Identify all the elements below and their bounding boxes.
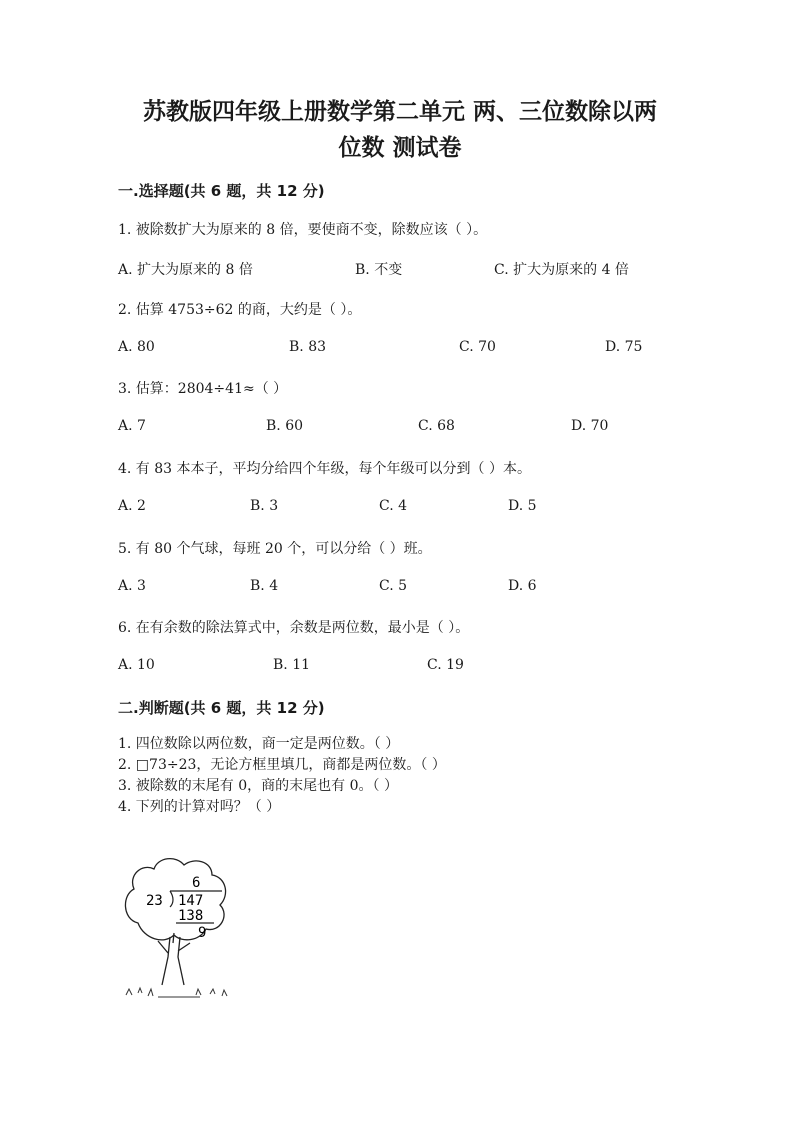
question-3-stem: 3. 估算：2804÷41≈（ ） xyxy=(118,381,288,397)
option-b[interactable]: B. 3 xyxy=(250,498,279,514)
tree-drawing xyxy=(118,853,238,1003)
judgment-item-3: 3. 被除数的末尾有 0，商的末尾也有 0。（ ） xyxy=(118,778,398,794)
judgment-list xyxy=(118,734,446,818)
section-heading-choice: 一.选择题(共 6 题，共 12 分) xyxy=(118,182,325,200)
section-heading-judgment: 二.判断题(共 6 题，共 12 分) xyxy=(118,699,325,717)
question-5-options xyxy=(0,578,800,598)
option-b[interactable]: B. 4 xyxy=(250,578,279,594)
title-line-1: 苏教版四年级上册数学第二单元 两、三位数除以两 xyxy=(142,99,657,125)
grass xyxy=(126,988,227,997)
division-quotient: 6 xyxy=(192,875,201,891)
option-a[interactable]: A. 扩大为原来的 8 倍 xyxy=(118,262,253,278)
option-c[interactable]: C. 68 xyxy=(418,418,455,434)
division-remainder: 9 xyxy=(198,925,207,941)
option-b[interactable]: B. 不变 xyxy=(355,262,403,278)
option-d[interactable]: D. 5 xyxy=(508,498,537,514)
judgment-item-1: 1. 四位数除以两位数，商一定是两位数。（ ） xyxy=(118,736,400,752)
option-c[interactable]: C. 70 xyxy=(459,339,496,355)
question-6-options xyxy=(0,657,800,677)
option-c[interactable]: C. 19 xyxy=(427,657,464,673)
division-divisor: 23 xyxy=(146,893,163,909)
tree-canopy xyxy=(125,859,225,940)
option-c[interactable]: C. 4 xyxy=(379,498,408,514)
option-a[interactable]: A. 7 xyxy=(118,418,146,434)
question-1-stem: 1. 被除数扩大为原来的 8 倍，要使商不变，除数应该（ ）。 xyxy=(118,222,488,238)
option-d[interactable]: D. 6 xyxy=(508,578,537,594)
division-product: 138 xyxy=(178,908,204,924)
option-d[interactable]: D. 75 xyxy=(605,339,643,355)
option-a[interactable]: A. 80 xyxy=(118,339,155,355)
option-a[interactable]: A. 2 xyxy=(118,498,146,514)
page-title xyxy=(100,94,700,166)
question-4-options xyxy=(0,498,800,518)
judgment-item-4: 4. 下列的计算对吗？（ ） xyxy=(118,799,281,815)
option-a[interactable]: A. 10 xyxy=(118,657,155,673)
tree-trunk xyxy=(158,933,190,985)
question-5-stem: 5. 有 80 个气球，每班 20 个，可以分给（ ）班。 xyxy=(118,541,432,557)
judgment-item-2: 2. □73÷23，无论方框里填几，商都是两位数。（ ） xyxy=(118,757,446,773)
option-b[interactable]: B. 60 xyxy=(266,418,304,434)
tree-division-illustration xyxy=(118,853,238,1003)
question-2-options xyxy=(0,339,800,359)
option-b[interactable]: B. 11 xyxy=(273,657,311,673)
question-4-stem: 4. 有 83 本本子，平均分给四个年级，每个年级可以分到（ ）本。 xyxy=(118,461,531,477)
title-line-2: 位数 测试卷 xyxy=(338,135,462,161)
question-6-stem: 6. 在有余数的除法算式中，余数是两位数，最小是（ ）。 xyxy=(118,620,470,636)
option-d[interactable]: D. 70 xyxy=(571,418,609,434)
option-a[interactable]: A. 3 xyxy=(118,578,146,594)
option-c[interactable]: C. 5 xyxy=(379,578,408,594)
question-3-options xyxy=(0,418,800,438)
question-2-stem: 2. 估算 4753÷62 的商，大约是（ ）。 xyxy=(118,302,362,318)
option-b[interactable]: B. 83 xyxy=(289,339,327,355)
division-dividend: 147 xyxy=(178,893,204,909)
option-c[interactable]: C. 扩大为原来的 4 倍 xyxy=(494,262,629,278)
question-1-options xyxy=(0,259,800,279)
